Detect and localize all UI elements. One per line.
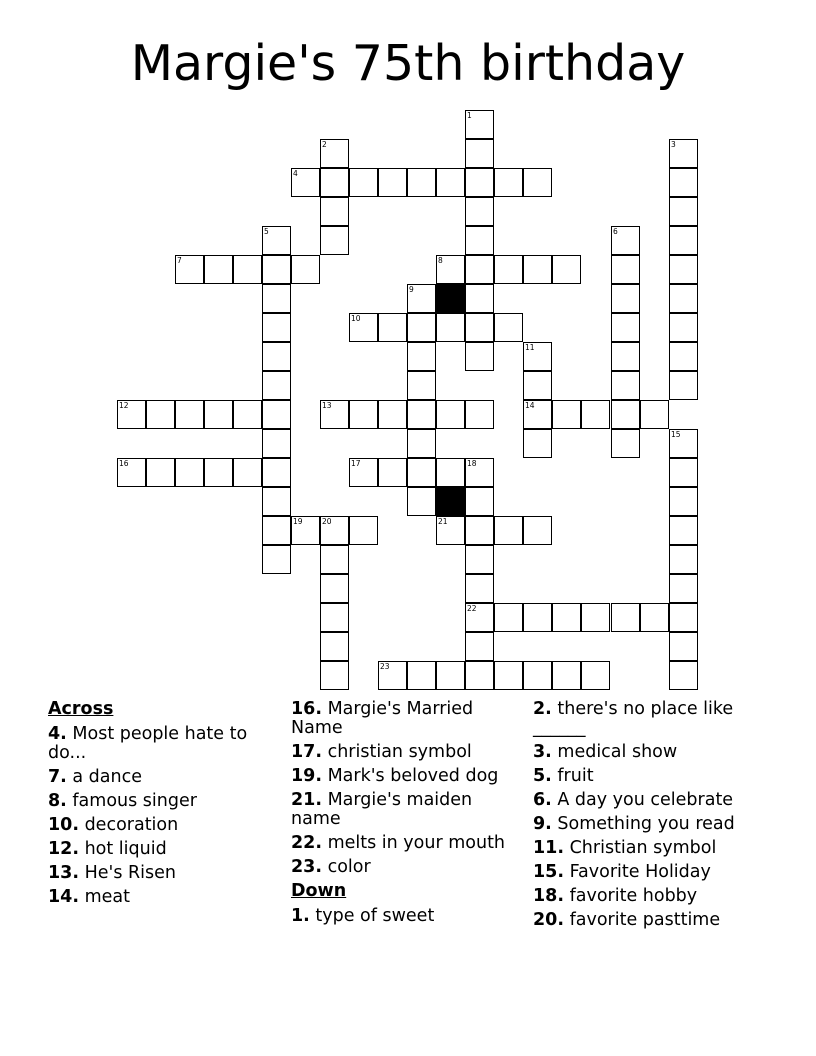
clue-number: 13.	[48, 863, 80, 883]
grid-cell[interactable]	[465, 139, 494, 168]
clue-number: 4	[293, 169, 298, 178]
clue	[291, 767, 521, 786]
grid-cell[interactable]	[494, 255, 523, 284]
grid-cell[interactable]	[233, 458, 262, 487]
across-heading: Across	[48, 699, 114, 719]
grid-cell[interactable]	[611, 313, 640, 342]
clue-number: 7.	[48, 767, 67, 787]
clue-text: decoration	[79, 815, 179, 835]
grid-cell[interactable]	[291, 168, 320, 197]
grid-cell[interactable]	[465, 574, 494, 603]
clue-number: 21.	[291, 790, 323, 810]
grid-cell[interactable]	[175, 458, 204, 487]
grid-cell[interactable]	[320, 226, 349, 255]
grid-cell[interactable]	[640, 603, 669, 632]
clue	[291, 858, 521, 877]
grid-cell[interactable]	[204, 255, 233, 284]
clue-number: 6	[613, 227, 618, 236]
grid-cell[interactable]	[669, 603, 698, 632]
clue	[48, 792, 278, 811]
clue-text: Something you read	[551, 814, 735, 834]
clue-number: 11	[525, 343, 535, 352]
clue-number: 4.	[48, 724, 67, 744]
clue	[533, 700, 763, 738]
grid-cell[interactable]	[262, 545, 291, 574]
grid-cell[interactable]	[494, 168, 523, 197]
clue-number: 13	[322, 401, 332, 410]
clue-number: 20.	[533, 910, 565, 930]
grid-cell[interactable]	[407, 168, 436, 197]
clue	[48, 840, 278, 859]
grid-cell[interactable]	[407, 313, 436, 342]
grid-cell[interactable]	[407, 342, 436, 371]
grid-cell[interactable]	[465, 458, 494, 487]
grid-cell[interactable]	[552, 661, 581, 690]
grid-cell[interactable]	[320, 632, 349, 661]
clue	[533, 743, 763, 762]
grid-cell[interactable]	[669, 371, 698, 400]
clue-number: 22	[467, 604, 477, 613]
clue	[291, 743, 521, 762]
clue-text: Margie's maiden name	[291, 790, 473, 829]
clue	[533, 839, 763, 858]
grid-cell[interactable]	[262, 255, 291, 284]
grid-cell[interactable]	[320, 603, 349, 632]
grid-cell[interactable]	[494, 313, 523, 342]
grid-cell[interactable]	[378, 313, 407, 342]
grid-cell[interactable]	[523, 400, 552, 429]
grid-cell[interactable]	[146, 458, 175, 487]
clue	[533, 863, 763, 882]
grid-cell[interactable]	[465, 516, 494, 545]
grid-cell[interactable]	[204, 458, 233, 487]
grid-cell[interactable]	[465, 284, 494, 313]
clue-text: A day you celebrate	[551, 790, 734, 810]
clue	[533, 911, 763, 930]
grid-cell[interactable]	[523, 371, 552, 400]
grid-cell[interactable]	[523, 429, 552, 458]
clue-number: 23.	[291, 857, 323, 877]
grid-cell[interactable]	[669, 574, 698, 603]
clue-text: Christian symbol	[564, 838, 717, 858]
clue-text: christian symbol	[322, 742, 472, 762]
clue-text: Most people hate to do...	[48, 724, 248, 763]
clue	[533, 767, 763, 786]
grid-cell[interactable]	[407, 458, 436, 487]
clue-number: 18.	[533, 886, 565, 906]
grid-cell[interactable]	[552, 255, 581, 284]
grid-cell[interactable]	[436, 168, 465, 197]
grid-cell[interactable]	[611, 255, 640, 284]
clue-text: fruit	[551, 766, 594, 786]
grid-cell[interactable]	[640, 400, 669, 429]
clue-number: 9	[409, 285, 414, 294]
grid-cell[interactable]	[669, 632, 698, 661]
clue-number: 15.	[533, 862, 565, 882]
grid-cell[interactable]	[320, 574, 349, 603]
clue-number: 10	[351, 314, 361, 323]
grid-cell[interactable]	[669, 284, 698, 313]
clue	[533, 887, 763, 906]
clue	[48, 864, 278, 883]
grid-cell[interactable]	[611, 226, 640, 255]
clue-number: 6.	[533, 790, 552, 810]
clue-number: 11.	[533, 838, 565, 858]
clue-number: 8.	[48, 791, 67, 811]
grid-cell[interactable]	[349, 400, 378, 429]
grid-cell[interactable]	[320, 197, 349, 226]
grid-cell[interactable]	[494, 661, 523, 690]
clue-number: 16	[119, 459, 129, 468]
grid-cell[interactable]	[175, 255, 204, 284]
clue-number: 20	[322, 517, 332, 526]
grid-cell[interactable]	[262, 458, 291, 487]
grid-cell[interactable]	[669, 197, 698, 226]
grid-cell[interactable]	[436, 458, 465, 487]
clue-number: 14	[525, 401, 535, 410]
grid-cell[interactable]	[669, 516, 698, 545]
clue-text: medical show	[551, 742, 678, 762]
clue-number: 16.	[291, 699, 323, 719]
black-cell	[436, 487, 465, 516]
clue-text: famous singer	[66, 791, 197, 811]
clue-text: Margie's Married Name	[291, 699, 474, 738]
clue-text: color	[322, 857, 371, 877]
clue-number: 8	[438, 256, 443, 265]
grid-cell[interactable]	[407, 429, 436, 458]
grid-cell[interactable]	[320, 516, 349, 545]
clue-number: 3	[671, 140, 676, 149]
grid-cell[interactable]	[465, 342, 494, 371]
clue-text: there's no place like ______	[533, 699, 734, 738]
grid-cell[interactable]	[523, 603, 552, 632]
clue-number: 1	[467, 111, 472, 120]
clue-number: 1.	[291, 906, 310, 926]
grid-cell[interactable]	[581, 661, 610, 690]
clue	[291, 907, 521, 926]
grid-cell[interactable]	[552, 603, 581, 632]
grid-cell[interactable]	[669, 429, 698, 458]
clue-number: 17	[351, 459, 361, 468]
grid-cell[interactable]	[465, 168, 494, 197]
clue-number: 17.	[291, 742, 323, 762]
clue-text: Favorite Holiday	[564, 862, 711, 882]
clue-number: 2.	[533, 699, 552, 719]
grid-cell[interactable]	[465, 632, 494, 661]
clue-text: melts in your mouth	[322, 833, 506, 853]
grid-cell[interactable]	[262, 371, 291, 400]
grid-cell[interactable]	[523, 516, 552, 545]
grid-cell[interactable]	[378, 400, 407, 429]
grid-cell[interactable]	[436, 516, 465, 545]
grid-cell[interactable]	[523, 255, 552, 284]
grid-cell[interactable]	[378, 661, 407, 690]
grid-cell[interactable]	[465, 313, 494, 342]
grid-cell[interactable]	[465, 661, 494, 690]
grid-cell[interactable]	[611, 400, 640, 429]
grid-cell[interactable]	[146, 400, 175, 429]
grid-cell[interactable]	[494, 516, 523, 545]
clue-number: 21	[438, 517, 448, 526]
clue-number: 5.	[533, 766, 552, 786]
grid-cell[interactable]	[262, 342, 291, 371]
grid-cell[interactable]	[233, 255, 262, 284]
clues-column-1	[48, 700, 278, 912]
clue-number: 23	[380, 662, 390, 671]
grid-cell[interactable]	[581, 400, 610, 429]
grid-cell[interactable]	[523, 168, 552, 197]
clue-text: meat	[79, 887, 130, 907]
grid-cell[interactable]	[349, 458, 378, 487]
grid-cell[interactable]	[465, 545, 494, 574]
clue-number: 19.	[291, 766, 323, 786]
grid-cell[interactable]	[669, 313, 698, 342]
clue	[533, 815, 763, 834]
clue-number: 10.	[48, 815, 80, 835]
grid-cell[interactable]	[378, 458, 407, 487]
grid-cell[interactable]	[669, 487, 698, 516]
grid-cell[interactable]	[669, 139, 698, 168]
grid-cell[interactable]	[175, 400, 204, 429]
grid-cell[interactable]	[320, 139, 349, 168]
grid-cell[interactable]	[407, 371, 436, 400]
grid-cell[interactable]	[262, 487, 291, 516]
clues-column-2	[291, 700, 521, 931]
grid-cell[interactable]	[436, 661, 465, 690]
grid-cell[interactable]	[465, 255, 494, 284]
grid-cell[interactable]	[611, 429, 640, 458]
grid-cell[interactable]	[611, 284, 640, 313]
grid-cell[interactable]	[117, 400, 146, 429]
grid-cell[interactable]	[465, 487, 494, 516]
clue-number: 7	[177, 256, 182, 265]
grid-cell[interactable]	[262, 284, 291, 313]
grid-cell[interactable]	[669, 661, 698, 690]
grid-cell[interactable]	[320, 545, 349, 574]
grid-cell[interactable]	[204, 400, 233, 429]
clue-text: type of sweet	[309, 906, 435, 926]
grid-cell[interactable]	[407, 487, 436, 516]
grid-cell[interactable]	[552, 400, 581, 429]
clue-number: 14.	[48, 887, 80, 907]
grid-cell[interactable]	[407, 661, 436, 690]
grid-cell[interactable]	[611, 371, 640, 400]
grid-cell[interactable]	[465, 197, 494, 226]
grid-cell[interactable]	[320, 168, 349, 197]
grid-cell[interactable]	[378, 168, 407, 197]
grid-cell[interactable]	[117, 458, 146, 487]
clue-text: hot liquid	[79, 839, 167, 859]
grid-cell[interactable]	[436, 313, 465, 342]
grid-cell[interactable]	[320, 400, 349, 429]
clue	[48, 725, 278, 763]
grid-cell[interactable]	[320, 661, 349, 690]
black-cell	[436, 284, 465, 313]
clue-number: 19	[293, 517, 303, 526]
clue-number: 9.	[533, 814, 552, 834]
clue-text: favorite hobby	[564, 886, 698, 906]
grid-cell[interactable]	[436, 255, 465, 284]
grid-cell[interactable]	[349, 168, 378, 197]
grid-cell[interactable]	[669, 226, 698, 255]
clue	[291, 700, 521, 738]
grid-cell[interactable]	[581, 603, 610, 632]
clue	[291, 791, 521, 829]
clue	[533, 791, 763, 810]
clue-text: favorite pasttime	[564, 910, 721, 930]
down-heading: Down	[291, 881, 347, 901]
page-title: Margie's 75th birthday	[130, 35, 686, 92]
grid-cell[interactable]	[669, 255, 698, 284]
grid-cell[interactable]	[611, 342, 640, 371]
grid-cell[interactable]	[262, 400, 291, 429]
clue	[48, 768, 278, 787]
grid-cell[interactable]	[669, 342, 698, 371]
grid-cell[interactable]	[407, 400, 436, 429]
clues-column-3	[533, 700, 763, 935]
clue-text: He's Risen	[79, 863, 176, 883]
grid-cell[interactable]	[669, 168, 698, 197]
grid-cell[interactable]	[523, 342, 552, 371]
grid-cell[interactable]	[291, 516, 320, 545]
clue-number: 12	[119, 401, 129, 410]
grid-cell[interactable]	[349, 313, 378, 342]
clue-number: 5	[264, 227, 269, 236]
clue	[291, 834, 521, 853]
grid-cell[interactable]	[407, 284, 436, 313]
clue-number: 3.	[533, 742, 552, 762]
grid-cell[interactable]	[465, 110, 494, 139]
clue-number: 12.	[48, 839, 80, 859]
grid-cell[interactable]	[262, 516, 291, 545]
clue-text: Mark's beloved dog	[322, 766, 499, 786]
grid-cell[interactable]	[349, 516, 378, 545]
grid-cell[interactable]	[262, 313, 291, 342]
clue-number: 22.	[291, 833, 323, 853]
grid-cell[interactable]	[523, 661, 552, 690]
grid-cell[interactable]	[465, 226, 494, 255]
clue-number: 2	[322, 140, 327, 149]
clue-text: a dance	[66, 767, 142, 787]
clue-number: 18	[467, 459, 477, 468]
grid-cell[interactable]	[436, 400, 465, 429]
grid-cell[interactable]	[465, 603, 494, 632]
grid-cell[interactable]	[465, 400, 494, 429]
grid-cell[interactable]	[291, 255, 320, 284]
clue-number: 15	[671, 430, 681, 439]
grid-cell[interactable]	[262, 429, 291, 458]
grid-cell[interactable]	[669, 458, 698, 487]
grid-cell[interactable]	[611, 603, 640, 632]
grid-cell[interactable]	[669, 545, 698, 574]
grid-cell[interactable]	[494, 603, 523, 632]
clue	[48, 816, 278, 835]
clue	[48, 888, 278, 907]
grid-cell[interactable]	[233, 400, 262, 429]
grid-cell[interactable]	[262, 226, 291, 255]
